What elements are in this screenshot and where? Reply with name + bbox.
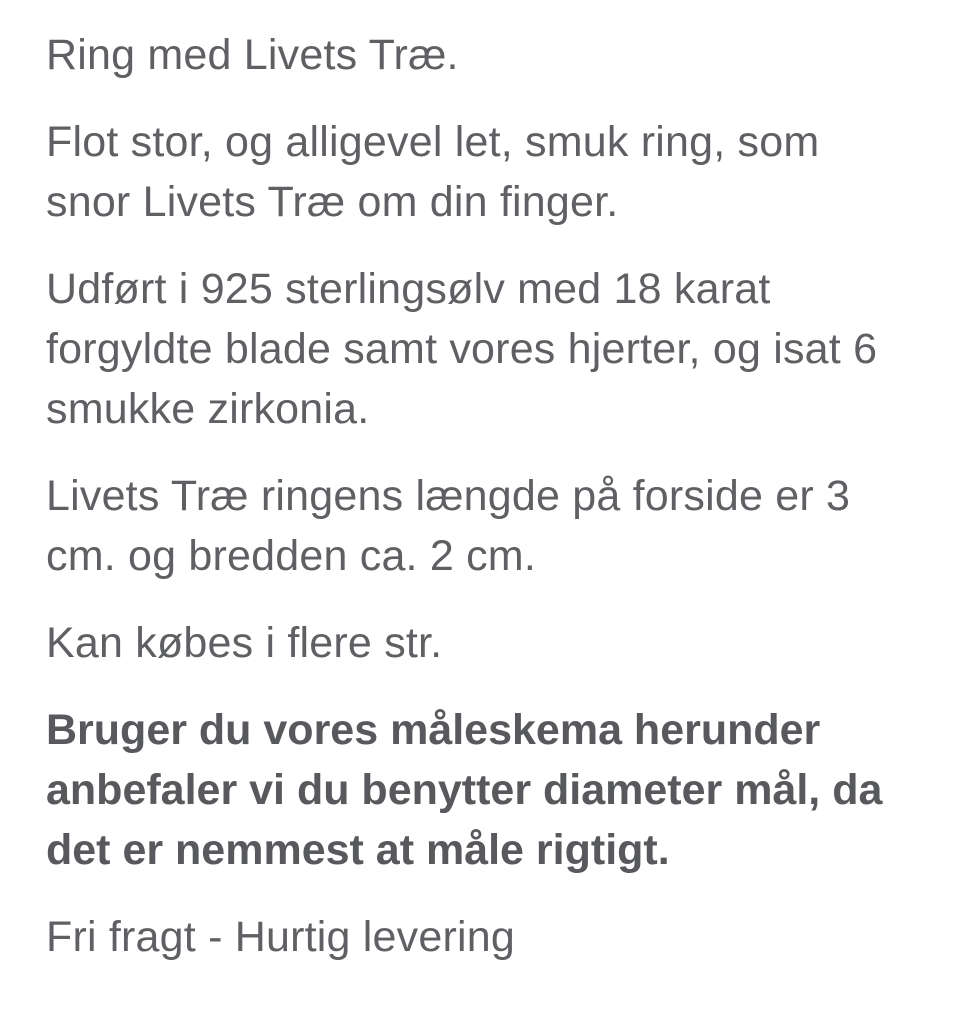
- shipping-info-text: Fri fragt - Hurtig levering: [46, 913, 515, 961]
- product-dimensions-text: Livets Træ ringens længde på forside er 3 cm. og bredden ca. 2 cm.: [46, 472, 851, 580]
- product-sizes-text: Kan købes i flere str.: [46, 619, 443, 667]
- sizing-recommendation-text: Bruger du vores måleskema herunder anbefaler vi du benytter diameter mål, da det er nemmest at måle rigtigt.: [46, 706, 883, 874]
- product-intro-text: Flot stor, og alligevel let, smuk ring, som snor Livets Træ om din finger.: [46, 118, 820, 226]
- product-title: Ring med Livets Træ.: [46, 31, 459, 79]
- product-material-text: Udført i 925 sterlingsølv med 18 karat forgyldte blade samt vores hjerter, og isat 6 smukke zirkonia.: [46, 265, 878, 433]
